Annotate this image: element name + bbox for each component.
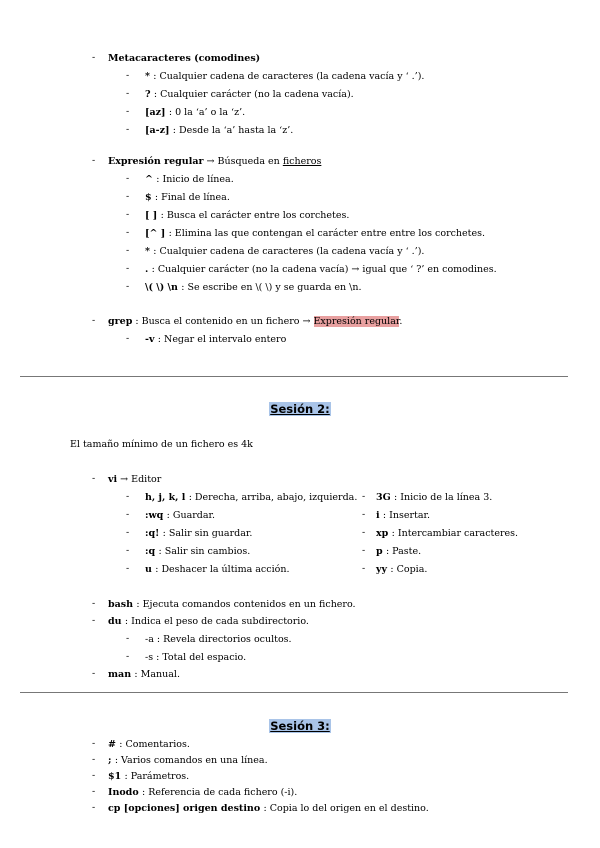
item-key: 3G	[376, 492, 395, 503]
item-key: [ ]	[145, 210, 161, 221]
bullet-dash: -	[126, 563, 130, 574]
item-key: bash	[108, 599, 137, 610]
item-key: -v	[145, 334, 158, 345]
item-key: Inodo	[108, 787, 142, 798]
list-item	[145, 633, 292, 646]
list-item	[145, 245, 424, 258]
vi-desc: → Editor	[117, 474, 162, 485]
grep-title: grep	[108, 316, 133, 327]
bash-item	[108, 598, 356, 611]
list-item	[376, 527, 518, 540]
bullet-dash: -	[92, 754, 96, 765]
list-item	[145, 651, 246, 664]
list-item	[108, 754, 268, 767]
list-item	[145, 209, 349, 222]
bullet-dash: -	[126, 124, 130, 135]
bullet-dash: -	[92, 738, 96, 749]
bullet-dash: -	[92, 473, 96, 484]
bullet-dash: -	[92, 52, 96, 63]
list-item	[145, 88, 354, 101]
meta-heading	[108, 52, 260, 65]
bullet-dash: -	[126, 633, 130, 644]
item-key: *	[145, 246, 154, 257]
bullet-dash: -	[92, 598, 96, 609]
bullet-dash: -	[126, 545, 130, 556]
vi-heading	[108, 473, 161, 486]
list-item	[145, 527, 252, 540]
item-desc: : Final de línea.	[154, 192, 230, 203]
bullet-dash: -	[126, 245, 130, 256]
item-desc: : Cualquier carácter (no la cadena vacía) → igual que ‘ ?’ en comodines.	[151, 264, 497, 275]
item-desc: : Desde la ‘a’ hasta la ‘z’.	[172, 125, 294, 136]
arrow: →	[203, 156, 218, 167]
list-item	[376, 545, 421, 558]
list-item	[145, 509, 215, 522]
item-desc: : Inicio de la línea 3.	[394, 492, 493, 503]
item-key: :wq	[145, 510, 167, 521]
item-desc: : 0 la ‘a’ o la ‘z’.	[168, 107, 246, 118]
list-item	[376, 491, 492, 504]
item-desc: : Total del espacio.	[156, 652, 247, 663]
item-desc: : Cualquier cadena de caracteres (la cadena vacía y ‘ .’).	[153, 71, 425, 82]
list-item	[108, 770, 189, 783]
bullet-dash: -	[126, 527, 130, 538]
item-desc: : Guardar.	[166, 510, 216, 521]
bullet-dash: -	[362, 509, 366, 520]
list-item	[108, 786, 297, 799]
bullet-dash: -	[92, 615, 96, 626]
bullet-dash: -	[362, 545, 366, 556]
item-key: [az]	[145, 107, 169, 118]
list-item	[145, 545, 250, 558]
item-key: u	[145, 564, 156, 575]
bullet-dash: -	[126, 263, 130, 274]
session3-title: Sesión 3:	[270, 719, 330, 733]
vi-title: vi	[108, 474, 118, 485]
bullet-dash: -	[362, 527, 366, 538]
bullet-dash: -	[92, 786, 96, 797]
bullet-dash: -	[126, 333, 130, 344]
item-key: #	[108, 739, 120, 750]
item-desc: : Referencia de cada fichero (-i).	[141, 787, 298, 798]
bullet-dash: -	[126, 281, 130, 292]
bullet-dash: -	[92, 770, 96, 781]
item-desc: : Manual.	[134, 669, 180, 680]
item-desc: : Indica el peso de cada subdirectorio.	[124, 616, 309, 627]
regex-rest: Búsqueda en	[217, 156, 283, 167]
list-item	[145, 106, 245, 119]
list-item	[145, 563, 289, 576]
item-key: .	[145, 264, 152, 275]
item-desc: : Busca el carácter entre los corchetes.	[160, 210, 350, 221]
bullet-dash: -	[126, 491, 130, 502]
item-desc: : Parámetros.	[124, 771, 190, 782]
item-key: du	[108, 616, 125, 627]
bullet-dash: -	[126, 106, 130, 117]
grep-end: .	[399, 316, 403, 327]
grep-desc: : Busca el contenido en un fichero →	[132, 316, 314, 327]
bullet-dash: -	[92, 668, 96, 679]
session2-heading	[0, 402, 600, 417]
bullet-dash: -	[92, 315, 96, 326]
item-desc: : Deshacer la última acción.	[155, 564, 290, 575]
item-key: p	[376, 546, 386, 557]
bullet-dash: -	[92, 802, 96, 813]
bullet-dash: -	[126, 509, 130, 520]
bullet-dash: -	[126, 209, 130, 220]
item-desc: : Insertar.	[382, 510, 431, 521]
item-key: \( \) \n	[145, 282, 182, 293]
item-key: :q	[145, 546, 159, 557]
list-item	[145, 227, 485, 240]
list-item	[108, 738, 190, 751]
item-key: [^ ]	[145, 228, 169, 239]
item-key: -s	[145, 652, 157, 663]
session2-title: Sesión 2:	[270, 402, 330, 416]
regex-title: Expresión regular	[108, 156, 204, 167]
bullet-dash: -	[362, 563, 366, 574]
section-divider	[20, 692, 568, 693]
session3-heading	[0, 719, 600, 734]
item-key: cp [opciones] origen destino	[108, 803, 264, 814]
item-key: man	[108, 669, 135, 680]
item-desc: : Se escribe en \( \) y se guarda en \n.	[181, 282, 362, 293]
list-item	[145, 491, 357, 504]
item-key: [a-z]	[145, 125, 173, 136]
list-item	[376, 509, 430, 522]
item-desc: : Cualquier cadena de caracteres (la cadena vacía y ‘ .’).	[153, 246, 425, 257]
item-key: xp	[376, 528, 392, 539]
item-desc: : Derecha, arriba, abajo, izquierda.	[188, 492, 358, 503]
bullet-dash: -	[126, 191, 130, 202]
item-desc: : Copia.	[390, 564, 428, 575]
list-item	[145, 70, 424, 83]
list-item	[145, 281, 362, 294]
item-desc: : Inicio de línea.	[156, 174, 234, 185]
list-item	[145, 124, 293, 137]
ficheros-link: ficheros	[282, 156, 322, 167]
item-key: i	[376, 510, 383, 521]
item-desc: : Ejecuta comandos contenidos en un fichero.	[136, 599, 356, 610]
item-key: h, j, k, l	[145, 492, 189, 503]
meta-title: Metacaracteres (comodines)	[108, 53, 261, 64]
list-item	[145, 263, 497, 276]
bullet-dash: -	[126, 173, 130, 184]
grep-heading	[108, 315, 402, 328]
regex-heading	[108, 155, 321, 168]
item-key: $1	[108, 771, 125, 782]
bullet-dash: -	[92, 155, 96, 166]
item-desc: : Cualquier carácter (no la cadena vacía).	[153, 89, 354, 100]
item-desc: : Elimina las que contengan el carácter entre entre los corchetes.	[168, 228, 486, 239]
session2-intro: El tamaño mínimo de un fichero es 4k	[70, 439, 253, 450]
item-desc: : Varios comandos en una línea.	[114, 755, 268, 766]
bullet-dash: -	[362, 491, 366, 502]
bullet-dash: -	[126, 651, 130, 662]
list-item	[376, 563, 427, 576]
bullet-dash: -	[126, 70, 130, 81]
item-key: ?	[145, 89, 154, 100]
item-desc: : Copia lo del origen en el destino.	[263, 803, 429, 814]
item-desc: : Comentarios.	[119, 739, 190, 750]
item-key: ;	[108, 755, 115, 766]
item-key: $	[145, 192, 155, 203]
bullet-dash: -	[126, 88, 130, 99]
du-item	[108, 615, 309, 628]
item-key: -a	[145, 634, 157, 645]
item-desc: : Salir sin guardar.	[162, 528, 253, 539]
bullet-dash: -	[126, 227, 130, 238]
list-item	[145, 191, 230, 204]
man-item	[108, 668, 180, 681]
item-key: :q!	[145, 528, 163, 539]
list-item	[108, 802, 429, 815]
item-key: yy	[376, 564, 391, 575]
list-item	[145, 333, 286, 346]
item-desc: : Salir sin cambios.	[158, 546, 251, 557]
list-item	[145, 173, 234, 186]
item-desc: : Paste.	[385, 546, 422, 557]
item-key: ^	[145, 174, 157, 185]
section-divider	[20, 376, 568, 377]
item-key: *	[145, 71, 154, 82]
regex-highlight: Expresión regular	[313, 316, 400, 327]
item-desc: : Intercambiar caracteres.	[391, 528, 519, 539]
item-desc: : Negar el intervalo entero	[157, 334, 287, 345]
item-desc: : Revela directorios ocultos.	[156, 634, 292, 645]
